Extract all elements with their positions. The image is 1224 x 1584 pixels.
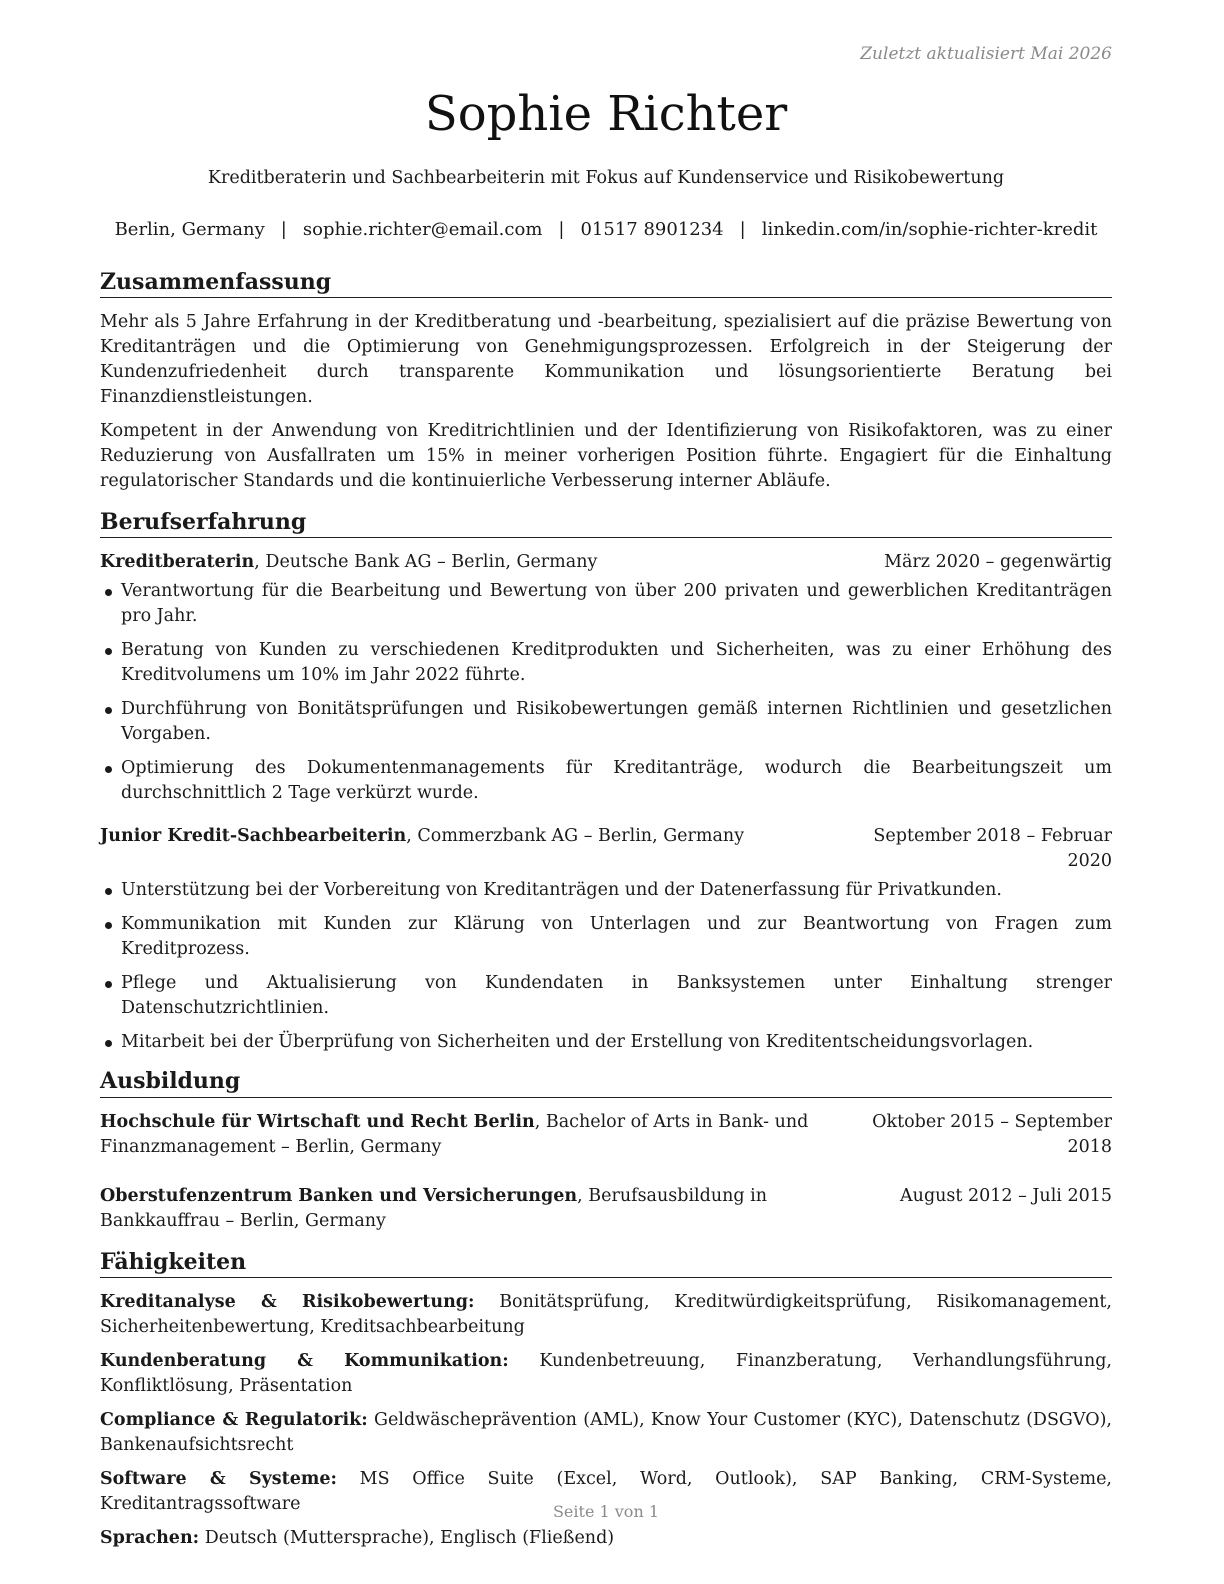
contact-location: Berlin, Germany (114, 219, 265, 240)
list-item: Beratung von Kunden zu verschiedenen Kreditprodukten und Sicherheiten, was zu einer Erhöhung des Kreditvolumens um 10% im Jahr 2022 führte. (100, 638, 1112, 688)
skill-label: Software & Systeme: (100, 1468, 337, 1489)
section-heading-education: Ausbildung (100, 1069, 1112, 1097)
education-entry (100, 1184, 1112, 1234)
contact-separator: | (739, 219, 746, 240)
skill-label: Kundenberatung & Kommunikation: (100, 1350, 509, 1371)
list-item: Durchführung von Bonitätsprüfungen und Risikobewertungen gemäß internen Richtlinien und gesetzlichen Vorgaben. (100, 697, 1112, 747)
list-item: Verantwortung für die Bearbeitung und Bewertung von über 200 privaten und gewerblichen Kreditanträgen pro Jahr. (100, 579, 1112, 629)
skill-text: Geldwäscheprävention (AML), Know Your Customer (KYC), Datenschutz (DSGVO), Bankenaufsichtsrecht (100, 1409, 1112, 1455)
contact-separator: | (558, 219, 565, 240)
skill-text: Kundenbetreuung, Finanzberatung, Verhandlungsführung, Konfliktlösung, Präsentation (100, 1350, 1112, 1396)
skill-row (100, 1526, 1112, 1551)
education-school: Oberstufenzentrum Banken und Versicherungen (100, 1185, 578, 1206)
skill-label: Compliance & Regulatorik: (100, 1409, 368, 1430)
education-details: , Berufsausbildung in Bankkauffrau – Berlin, Germany (100, 1185, 768, 1231)
job-bullets (100, 579, 1112, 806)
page-number: Seite 1 von 1 (552, 1502, 660, 1521)
section-heading-experience: Berufserfahrung (100, 510, 1112, 538)
job-entry (100, 550, 1112, 806)
job-employer: , Commerzbank AG – Berlin, Germany (406, 826, 745, 847)
summary-paragraph: Kompetent in der Anwendung von Kreditrichtlinien und der Identifizierung von Risikofaktoren, was zu einer Reduzierung von Ausfallraten um 15% in meiner vorherigen Position führte. Engagiert für die Einhaltung regulatorischer Standards und die kontinuierliche Verbesserung interner Abläufe. (100, 421, 1112, 492)
list-item: Pflege und Aktualisierung von Kundendaten in Banksystemen unter Einhaltung strenger Datenschutzrichtlinien. (100, 971, 1112, 1021)
resume-content (100, 270, 1112, 1560)
list-item: Unterstützung bei der Vorbereitung von Kreditanträgen und der Datenerfassung für Privatkunden. (100, 878, 1112, 903)
summary-paragraph: Mehr als 5 Jahre Erfahrung in der Kreditberatung und -bearbeitung, spezialisiert auf die präzise Bewertung von Kreditanträgen und die Optimierung von Genehmigungsprozessen. Erfolgreich in der Steigerung der Kundenzufriedenheit durch transparente Kommunikation und lösungsorientierte Beratung bei Finanzdienstleistungen. (100, 312, 1112, 408)
education-details: , Bachelor of Arts in Bank- und Finanzmanagement – Berlin, Germany (100, 1111, 809, 1157)
candidate-name: Sophie Richter (424, 86, 788, 142)
skill-row (100, 1349, 1112, 1399)
contact-linkedin[interactable]: linkedin.com/in/sophie-richter-kredit (761, 219, 1098, 240)
education-dates: Oktober 2015 – September 2018 (872, 1111, 1112, 1157)
candidate-tagline: Kreditberaterin und Sachbearbeiterin mit Fokus auf Kundenservice und Risikobewertung (207, 168, 1005, 188)
section-heading-summary: Zusammenfassung (100, 270, 1112, 298)
skill-text: Deutsch (Muttersprache), Englisch (Fließend) (199, 1527, 615, 1548)
experience-section (100, 510, 1112, 1055)
job-dates: März 2020 – gegenwärtig (884, 552, 1112, 573)
job-role: Kreditberaterin (100, 552, 255, 573)
list-item: Optimierung des Dokumentenmanagements für Kreditanträge, wodurch die Bearbeitungszeit um durchschnittlich 2 Tage verkürzt wurde. (100, 756, 1112, 806)
resume-page (100, 0, 1112, 1584)
skill-row (100, 1290, 1112, 1340)
job-header (100, 550, 1112, 575)
job-entry (100, 824, 1112, 1055)
skill-label: Sprachen: (100, 1527, 200, 1548)
section-heading-skills: Fähigkeiten (100, 1250, 1112, 1278)
last-updated-note: Zuletzt aktualisiert Mai 2026 (860, 44, 1112, 64)
education-entry (100, 1110, 1112, 1160)
skill-row (100, 1408, 1112, 1458)
list-item: Kommunikation mit Kunden zur Klärung von Unterlagen und zur Beantwortung von Fragen zum Kreditprozess. (100, 912, 1112, 962)
education-school: Hochschule für Wirtschaft und Recht Berlin (100, 1111, 535, 1132)
job-role: Junior Kredit-Sachbearbeiterin (100, 826, 407, 847)
job-header (100, 824, 1112, 874)
summary-section (100, 270, 1112, 494)
skill-text: MS Office Suite (Excel, Word, Outlook), SAP Banking, CRM-Systeme, Kreditantragssoftware (100, 1468, 1112, 1514)
job-employer: , Deutsche Bank AG – Berlin, Germany (254, 552, 598, 573)
skill-label: Kreditanalyse & Risikobewertung: (100, 1291, 475, 1312)
contact-email[interactable]: sophie.richter@email.com (302, 219, 543, 240)
contact-separator: | (280, 219, 287, 240)
job-bullets (100, 878, 1112, 1055)
education-dates: August 2012 – Juli 2015 (900, 1185, 1112, 1206)
education-section (100, 1069, 1112, 1233)
contact-line (100, 219, 1112, 240)
job-dates: September 2018 – Februar 2020 (873, 826, 1112, 872)
list-item: Mitarbeit bei der Überprüfung von Sicherheiten und der Erstellung von Kreditentscheidungsvorlagen. (100, 1030, 1112, 1055)
contact-phone[interactable]: 01517 8901234 (580, 219, 724, 240)
skill-text: Bonitätsprüfung, Kreditwürdigkeitsprüfung, Risikomanagement, Sicherheitenbewertung, Kreditsachbearbeitung (100, 1291, 1112, 1337)
